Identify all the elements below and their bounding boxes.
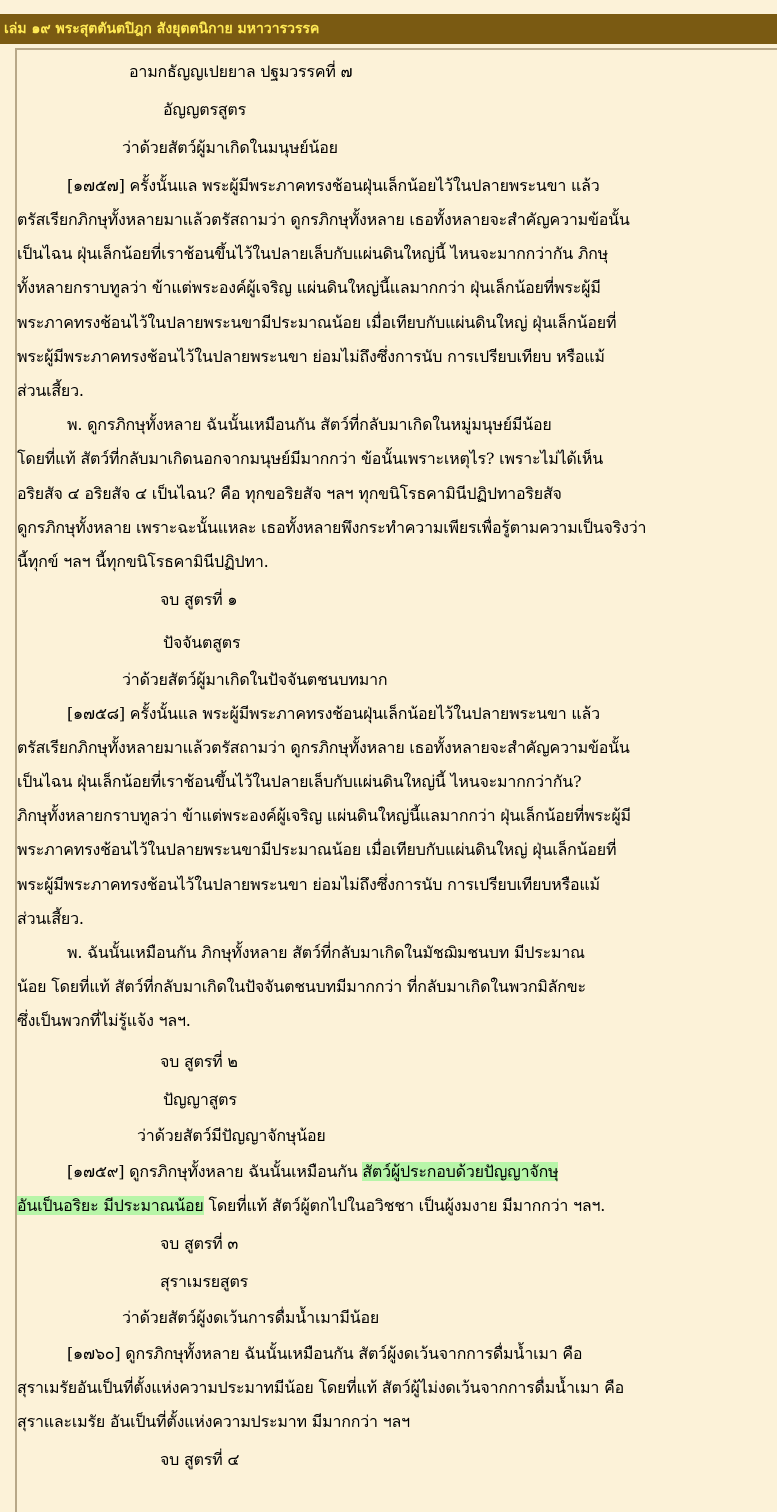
sutta-subtitle: ว่าด้วยสัตว์มีปัญญาจักษุน้อย <box>137 1126 326 1145</box>
text-line: [๑๗๕๗] ครั้งนั้นแล พระผู้มีพระภาคทรงช้อนฝุ่นเล็กน้อยไว้ในปลายพระนขา แล้ว <box>67 176 600 195</box>
text-line: สุราเมรัยอันเป็นที่ตั้งแห่งความประมาทมีน้อย โดยที่แท้ สัตว์ผู้ไม่งดเว้นจากการดื่มน้ำเมา คือ <box>17 1378 624 1397</box>
text-line: ตรัสเรียกภิกษุทั้งหลายมาแล้วตรัสถามว่า ดูกรภิกษุทั้งหลาย เธอทั้งหลายจะสำคัญความข้อนั้น <box>17 738 630 757</box>
text-line: พ. ฉันนั้นเหมือนกัน ภิกษุทั้งหลาย สัตว์ที่กลับมาเกิดในมัชฌิมชนบท มีประมาณ <box>67 943 585 962</box>
text-line: นี้ทุกข์ ฯลฯ นี้ทุกขนิโรธคามินีปฏิปทา. <box>17 552 269 571</box>
highlighted-text: อันเป็นอริยะ มีประมาณน้อย <box>17 1196 204 1215</box>
text-line: [๑๗๖๐] ดูกรภิกษุทั้งหลาย ฉันนั้นเหมือนกัน สัตว์ผู้งดเว้นจากการดื่มน้ำเมา คือ <box>67 1344 583 1363</box>
text-line: ดูกรภิกษุทั้งหลาย เพราะฉะนั้นแหละ เธอทั้งหลายพึงกระทำความเพียรเพื่อรู้ตามความเป็นจริงว่า <box>17 518 647 537</box>
sutta-end-marker: จบ สูตรที่ ๑ <box>160 590 238 609</box>
text-line: ภิกษุทั้งหลายกราบทูลว่า ข้าแต่พระองค์ผู้เจริญ แผ่นดินใหญ่นี้แลมากกว่า ฝุ่นเล็กน้อยที่พระผู้มี <box>17 806 631 825</box>
section-title: อามกธัญญเปยยาล ปฐมวรรคที่ ๗ <box>129 62 353 81</box>
sutta-title: อัญญตรสูตร <box>163 100 247 119</box>
sutta-subtitle: ว่าด้วยสัตว์ผู้งดเว้นการดื่มน้ำเมามีน้อย <box>122 1308 380 1327</box>
text-line: อริยสัจ ๔ อริยสัจ ๔ เป็นไฉน? คือ ทุกขอริยสัจ ฯลฯ ทุกขนิโรธคามินีปฏิปทาอริยสัจ <box>17 484 562 503</box>
text-line: ทั้งหลายกราบทูลว่า ข้าแต่พระองค์ผู้เจริญ แผ่นดินใหญ่นี้แลมากกว่า ฝุ่นเล็กน้อยที่พระผู้มี <box>17 278 601 297</box>
text-line: พระภาคทรงช้อนไว้ในปลายพระนขามีประมาณน้อย เมื่อเทียบกับแผ่นดินใหญ่ ฝุ่นเล็กน้อยที่ <box>17 313 617 332</box>
text-line: [๑๗๕๘] ครั้งนั้นแล พระผู้มีพระภาคทรงช้อนฝุ่นเล็กน้อยไว้ในปลายพระนขา แล้ว <box>67 704 600 723</box>
sutta-subtitle: ว่าด้วยสัตว์ผู้มาเกิดในมนุษย์น้อย <box>122 138 338 157</box>
text-line: ส่วนเสี้ยว. <box>17 381 84 400</box>
text-line: พระผู้มีพระภาคทรงช้อนไว้ในปลายพระนขา ย่อมไม่ถึงซึ่งการนับ การเปรียบเทียบ หรือแม้ <box>17 347 605 366</box>
text-segment: [๑๗๕๙] ดูกรภิกษุทั้งหลาย ฉันนั้นเหมือนกัน <box>67 1162 363 1181</box>
text-line: เป็นไฉน ฝุ่นเล็กน้อยที่เราช้อนขึ้นไว้ในปลายเล็บกับแผ่นดินใหญ่นี้ ไหนจะมากกว่ากัน ภิกษุ <box>17 244 609 263</box>
sutta-end-marker: จบ สูตรที่ ๓ <box>160 1234 239 1253</box>
sutta-subtitle: ว่าด้วยสัตว์ผู้มาเกิดในปัจจันตชนบทมาก <box>122 670 388 689</box>
text-line: ตรัสเรียกภิกษุทั้งหลายมาแล้วตรัสถามว่า ดูกรภิกษุทั้งหลาย เธอทั้งหลายจะสำคัญความข้อนั้น <box>17 210 630 229</box>
highlighted-text: สัตว์ผู้ประกอบด้วยปัญญาจักษุ <box>362 1162 559 1181</box>
text-line: ส่วนเสี้ยว. <box>17 909 84 928</box>
text-line: พ. ดูกรภิกษุทั้งหลาย ฉันนั้นเหมือนกัน สัตว์ที่กลับมาเกิดในหมู่มนุษย์มีน้อย <box>67 415 552 434</box>
scripture-text-panel <box>15 48 777 1512</box>
text-line: เป็นไฉน ฝุ่นเล็กน้อยที่เราช้อนขึ้นไว้ในปลายเล็บกับแผ่นดินใหญ่นี้ ไหนจะมากกว่ากัน? <box>17 772 582 791</box>
text-line <box>67 1162 558 1182</box>
sutta-title: ปัจจันตสูตร <box>163 633 241 652</box>
text-line <box>17 1196 605 1216</box>
sutta-title: ปัญญาสูตร <box>163 1090 237 1109</box>
text-segment: โดยที่แท้ สัตว์ผู้ตกไปในอวิชชา เป็นผู้งมงาย มีมากกว่า ฯลฯ. <box>203 1196 606 1215</box>
text-line: พระภาคทรงช้อนไว้ในปลายพระนขามีประมาณน้อย เมื่อเทียบกับแผ่นดินใหญ่ ฝุ่นเล็กน้อยที่ <box>17 840 617 859</box>
text-line: น้อย โดยที่แท้ สัตว์ที่กลับมาเกิดในปัจจันตชนบทมีมากกว่า ที่กลับมาเกิดในพวกมิลักขะ <box>17 977 586 996</box>
sutta-title: สุราเมรยสูตร <box>160 1272 249 1291</box>
text-line: ซึ่งเป็นพวกที่ไม่รู้แจ้ง ฯลฯ. <box>17 1011 191 1030</box>
volume-header: เล่ม ๑๙ พระสุตตันตปิฎก สังยุตตนิกาย มหาวารวรรค <box>0 14 777 44</box>
text-line: พระผู้มีพระภาคทรงช้อนไว้ในปลายพระนขา ย่อมไม่ถึงซึ่งการนับ การเปรียบเทียบหรือแม้ <box>17 875 600 894</box>
sutta-end-marker: จบ สูตรที่ ๔ <box>160 1450 240 1469</box>
text-line: สุราและเมรัย อันเป็นที่ตั้งแห่งความประมาท มีมากกว่า ฯลฯ <box>17 1412 410 1431</box>
sutta-end-marker: จบ สูตรที่ ๒ <box>160 1052 238 1071</box>
text-line: โดยที่แท้ สัตว์ที่กลับมาเกิดนอกจากมนุษย์มีมากกว่า ข้อนั้นเพราะเหตุไร? เพราะไม่ได้เห็น <box>17 449 603 468</box>
